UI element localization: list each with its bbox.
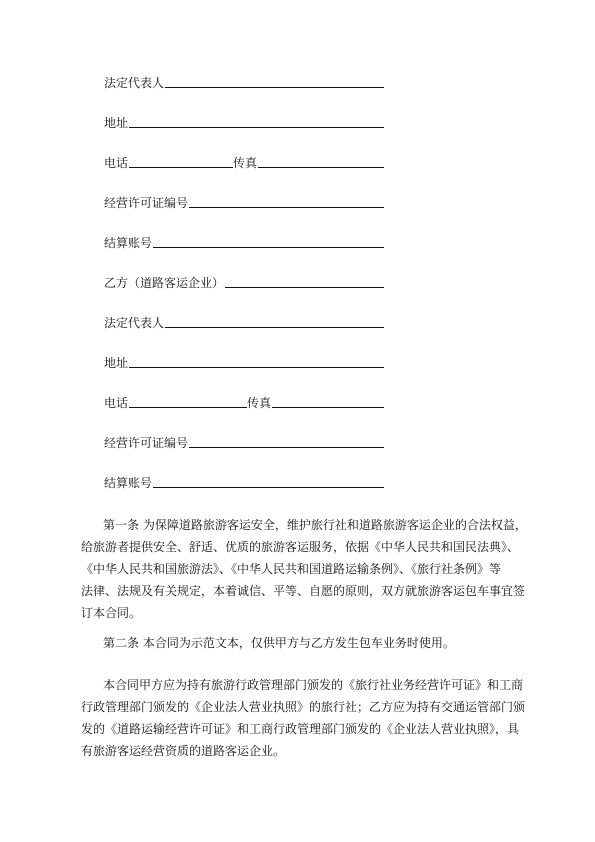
party-a-license-blank[interactable] xyxy=(189,207,384,208)
party-b-address-label: 地址 xyxy=(104,356,129,370)
party-a-address-blank[interactable] xyxy=(129,127,384,128)
article-1-line: 《中华人民共和国旅游法》、《中华人民共和国道路运输条例》、《旅行社条例》等 xyxy=(81,562,502,576)
party-a-fax-blank[interactable] xyxy=(258,167,384,168)
party-b-name-blank[interactable] xyxy=(225,287,384,288)
party-b-phone-fax-field[interactable] xyxy=(104,394,384,410)
party-a-address-label: 地址 xyxy=(104,116,129,130)
party-b-phone-label: 电话 xyxy=(104,396,129,410)
party-a-account-field[interactable] xyxy=(104,234,384,250)
party-b-address-blank[interactable] xyxy=(129,367,384,368)
note-line: 有旅游客运经营资质的道路客运企业。 xyxy=(81,744,286,758)
party-b-legal-rep-blank[interactable] xyxy=(165,327,384,328)
party-b-license-field[interactable] xyxy=(104,434,384,450)
party-a-legal-rep-blank[interactable] xyxy=(165,87,384,88)
party-b-account-label: 结算账号 xyxy=(104,476,153,490)
party-b-legal-rep-label: 法定代表人 xyxy=(104,316,165,330)
note-line: 本合同甲方应为持有旅游行政管理部门颁发的《旅行社业务经营许可证》和工商 xyxy=(103,678,524,692)
party-b-legal-rep-field[interactable] xyxy=(104,314,384,330)
party-b-fax-blank[interactable] xyxy=(272,407,384,408)
note-paragraph xyxy=(81,674,545,762)
party-b-license-label: 经营许可证编号 xyxy=(104,436,189,450)
party-a-legal-rep-field[interactable] xyxy=(104,74,384,90)
party-a-phone-label: 电话 xyxy=(104,156,129,170)
party-a-address-field[interactable] xyxy=(104,114,384,130)
party-b-heading-field[interactable] xyxy=(104,274,384,290)
party-a-phone-fax-field[interactable] xyxy=(104,154,384,170)
party-a-fax-label: 传真 xyxy=(233,156,258,170)
party-b-account-field[interactable] xyxy=(104,474,384,490)
article-1-line: 法律、法规及有关规定，本着诚信、平等、自愿的原则，双方就旅游客运包车事宜签 xyxy=(81,584,526,598)
note-line: 行政管理部门颁发的《企业法人营业执照》的旅行社；乙方应为持有交通运管部门颁 xyxy=(81,700,526,714)
party-b-license-blank[interactable] xyxy=(189,447,384,448)
article-1-line: 订本合同。 xyxy=(81,606,142,620)
note-line: 发的《道路运输经营许可证》和工商行政管理部门颁发的《企业法人营业执照》，具 xyxy=(81,722,520,736)
article-2-paragraph xyxy=(103,632,545,654)
article-1-line: 第一条 为保障道路旅游客运安全，维护旅行社和道路旅游客运企业的合法权益， xyxy=(103,518,527,532)
party-b-address-field[interactable] xyxy=(104,354,384,370)
party-a-account-label: 结算账号 xyxy=(104,236,153,250)
party-b-phone-blank[interactable] xyxy=(129,407,247,408)
party-b-fax-label: 传真 xyxy=(247,396,272,410)
article-2-text: 第二条 本合同为示范文本，仅供甲方与乙方发生包车业务时使用。 xyxy=(103,636,455,650)
party-a-legal-rep-label: 法定代表人 xyxy=(104,76,165,90)
party-a-phone-blank[interactable] xyxy=(129,167,233,168)
party-a-license-field[interactable] xyxy=(104,194,384,210)
party-a-license-label: 经营许可证编号 xyxy=(104,196,189,210)
article-1-line: 给旅游者提供安全、舒适、优质的旅游客运服务，依据《中华人民共和国民法典》、 xyxy=(81,540,520,554)
article-1-paragraph xyxy=(81,514,545,624)
party-b-account-blank[interactable] xyxy=(153,487,384,488)
party-a-account-blank[interactable] xyxy=(153,247,384,248)
party-b-heading: 乙方（道路客运企业） xyxy=(104,276,225,290)
